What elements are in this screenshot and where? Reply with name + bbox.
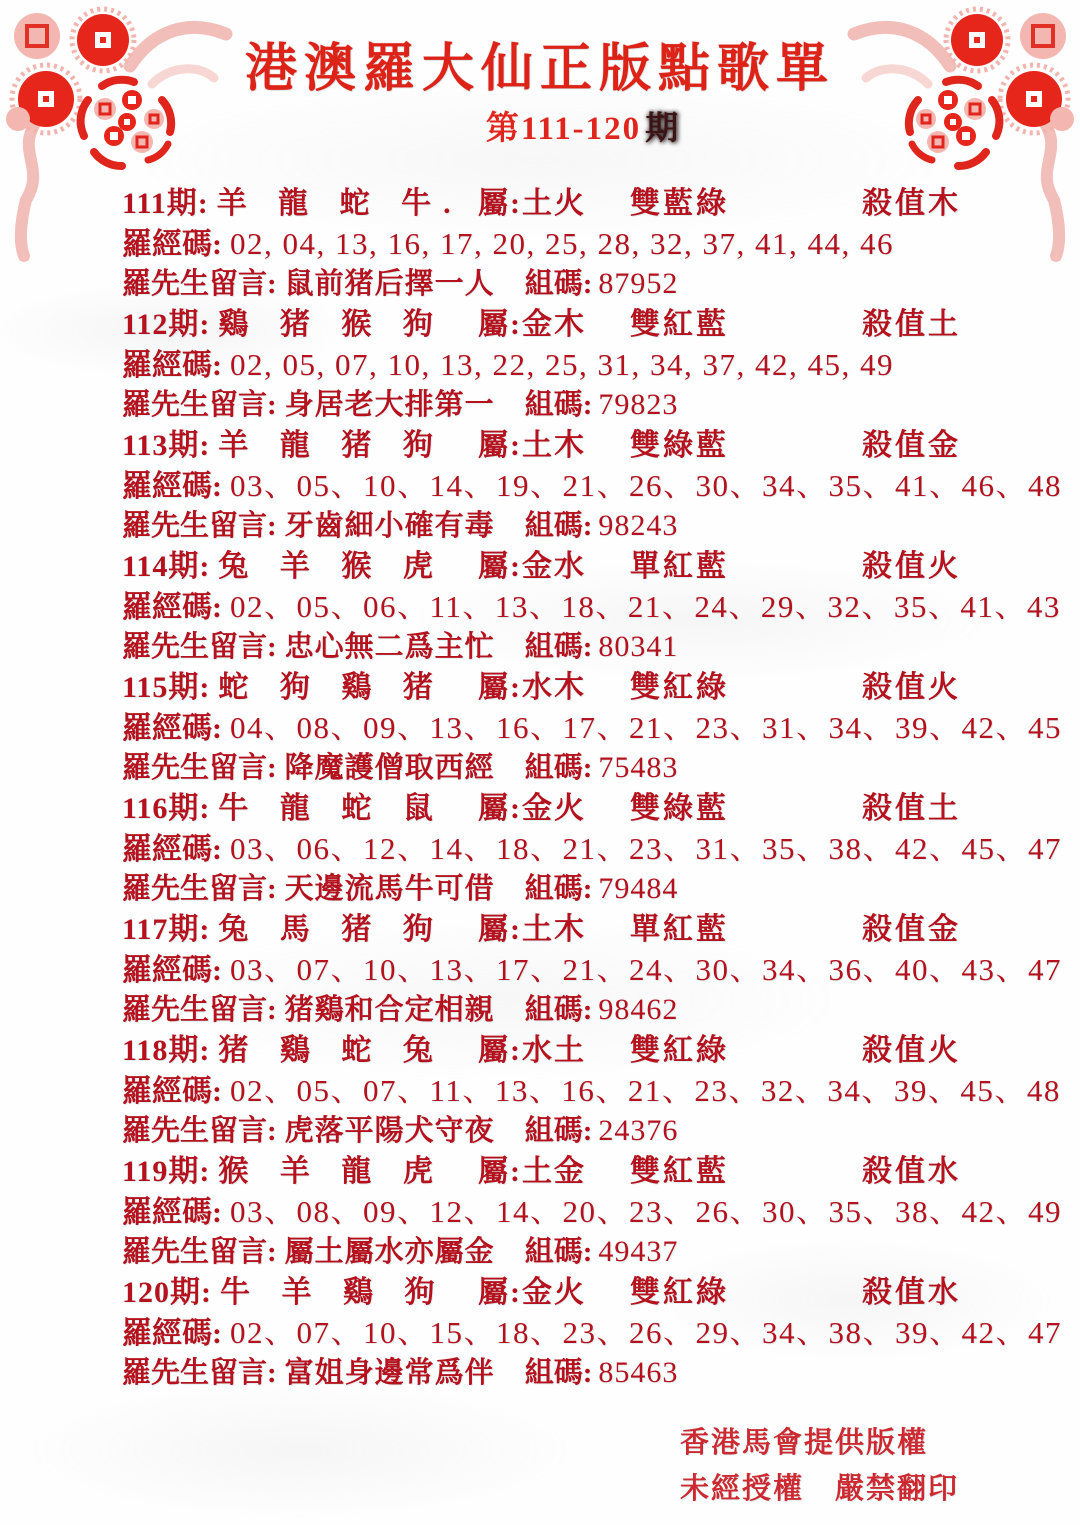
no-reprint-line: 未經授權 嚴禁翻印 [680,1473,960,1505]
zodiac-picks: 兔 馬 猪 狗 [218,913,445,946]
color-pair: 雙綠藍 [630,792,729,825]
period-number: 114期: [122,550,211,583]
issue-range [43,102,1080,149]
period-number: 117期: [122,913,211,946]
message-text: 身居老大排第一 [284,389,495,421]
kill-value: 殺值木 [862,187,961,220]
message-row [122,385,967,425]
message-row [122,748,967,788]
color-pair: 雙紅藍 [630,308,729,341]
issue-range-suffix: 期 [645,111,681,147]
element-attr: 屬:土火 [478,187,586,220]
period-header [122,1272,967,1313]
period-number: 115期: [122,671,211,704]
codes-values: 02, 05, 07, 10, 13, 22, 25, 31, 34, 37, 42, 45, 49 [230,347,894,382]
period-number: 112期: [122,308,211,341]
kill-value: 殺值火 [862,671,961,704]
group-code: 98243 [598,509,679,542]
message-row [122,627,967,667]
compass-codes-row [122,829,1062,869]
element-attr: 屬:水木 [478,671,586,704]
period-block-111 [122,183,967,304]
message-text: 鼠前猪后擇一人 [284,268,495,300]
period-block-120 [122,1272,1062,1393]
color-pair: 雙紅綠 [630,1034,729,1067]
color-pair: 雙紅藍 [630,1155,729,1188]
group-code: 24376 [598,1114,679,1147]
element-attr: 屬:土金 [478,1155,586,1188]
compass-codes-row [122,587,1061,627]
period-header [122,183,967,224]
kill-value: 殺值水 [862,1276,961,1309]
codes-label: 羅經碼: [122,712,222,745]
message-row [122,1232,967,1272]
zodiac-picks: 羊 龍 蛇 牛. [216,187,463,220]
page-title: 港澳羅大仙正版點歌單 [244,41,835,98]
group-label: 組碼: [524,631,593,663]
group-label: 組碼: [524,873,593,905]
message-text: 牙齒細小確有毒 [284,510,495,542]
message-label: 羅先生留言: [122,752,277,784]
compass-codes-row [122,345,967,385]
group-code: 79823 [598,388,679,421]
group-label: 組碼: [524,994,593,1026]
period-header [122,788,967,829]
codes-values: 02、07、10、15、18、23、26、29、34、38、39、42、47 [230,1315,1062,1350]
period-header [122,425,967,466]
codes-label: 羅經碼: [122,349,222,382]
codes-label: 羅經碼: [122,1075,222,1108]
codes-values: 04、08、09、13、16、17、21、23、31、34、39、42、45 [230,710,1062,745]
codes-values: 03、06、12、14、18、21、23、31、35、38、42、45、47 [230,831,1062,866]
message-label: 羅先生留言: [122,1357,277,1389]
period-number: 118期: [122,1034,211,1067]
color-pair: 單紅藍 [630,913,729,946]
message-row [122,264,967,304]
period-block-116 [122,788,1062,909]
element-attr: 屬:金木 [478,308,586,341]
kill-value: 殺值金 [862,913,961,946]
group-code: 98462 [598,993,679,1026]
zodiac-picks: 牛 羊 鷄 狗 [220,1276,447,1309]
message-row [122,1111,967,1151]
element-attr: 屬:水土 [478,1034,586,1067]
kill-value: 殺值金 [862,429,961,462]
codes-label: 羅經碼: [122,470,222,503]
period-block-119 [122,1151,1062,1272]
period-block-118 [122,1030,1061,1151]
period-header [122,667,967,708]
kill-value: 殺值火 [862,550,961,583]
message-row [122,869,967,909]
group-code: 87952 [598,267,679,300]
codes-label: 羅經碼: [122,228,222,261]
message-label: 羅先生留言: [122,994,277,1026]
period-header [122,546,967,587]
codes-label: 羅經碼: [122,591,222,624]
period-block-115 [122,667,1062,788]
color-pair: 雙紅綠 [630,671,729,704]
element-attr: 屬:土木 [478,913,586,946]
codes-label: 羅經碼: [122,1317,222,1350]
codes-values: 03、05、10、14、19、21、26、30、34、35、41、46、48 [230,468,1062,503]
element-attr: 屬:金火 [478,792,586,825]
message-label: 羅先生留言: [122,873,277,905]
zodiac-picks: 羊 龍 猪 狗 [218,429,445,462]
element-attr: 屬:金火 [478,1276,586,1309]
compass-codes-row [122,1313,1062,1353]
codes-values: 03、08、09、12、14、20、23、26、30、35、38、42、49 [230,1194,1062,1229]
group-label: 組碼: [524,389,593,421]
message-label: 羅先生留言: [122,631,277,663]
copyright-footer [680,1420,959,1512]
message-label: 羅先生留言: [122,510,277,542]
message-text: 忠心無二爲主忙 [284,631,495,663]
group-code: 75483 [598,751,679,784]
period-number: 111期: [122,187,209,220]
compass-codes-row [122,224,967,264]
period-number: 116期: [122,792,211,825]
zodiac-picks: 猪 鷄 蛇 兔 [218,1034,445,1067]
codes-label: 羅經碼: [122,833,222,866]
compass-codes-row [122,708,1062,748]
zodiac-picks: 蛇 狗 鷄 猪 [218,671,445,704]
zodiac-picks: 牛 龍 蛇 鼠 [218,792,445,825]
period-header [122,909,967,950]
zodiac-picks: 猴 羊 龍 虎 [218,1155,445,1188]
period-number: 120期: [122,1276,212,1309]
period-list [122,183,1062,1393]
group-code: 85463 [598,1356,679,1389]
message-label: 羅先生留言: [122,389,277,421]
copyright-line: 香港馬會提供版權 [680,1427,929,1459]
period-header [122,1030,967,1071]
period-header [122,304,967,345]
color-pair: 單紅藍 [630,550,729,583]
message-text: 虎落平陽犬守夜 [284,1115,495,1147]
color-pair: 雙藍綠 [630,187,729,220]
compass-codes-row [122,950,1062,990]
message-row [122,990,967,1030]
period-block-117 [122,909,1062,1030]
codes-values: 02、05、07、11、13、16、21、23、32、34、39、45、48 [230,1073,1061,1108]
period-header [122,1151,967,1192]
group-label: 組碼: [524,268,593,300]
message-label: 羅先生留言: [122,1115,277,1147]
kill-value: 殺值水 [862,1155,961,1188]
message-text: 天邊流馬牛可借 [284,873,495,905]
issue-range-numbers: 第111-120 [485,111,642,147]
kill-value: 殺值土 [862,308,961,341]
message-text: 富姐身邊常爲伴 [284,1357,495,1389]
color-pair: 雙紅綠 [630,1276,729,1309]
zodiac-picks: 兔 羊 猴 虎 [218,550,445,583]
period-number: 113期: [122,429,211,462]
group-label: 組碼: [524,752,593,784]
group-label: 組碼: [524,510,593,542]
element-attr: 屬:金水 [478,550,586,583]
element-attr: 屬:土木 [478,429,586,462]
codes-values: 03、07、10、13、17、21、24、30、34、36、40、43、47 [230,952,1062,987]
color-pair: 雙綠藍 [630,429,729,462]
group-code: 80341 [598,630,679,663]
compass-codes-row [122,1071,1061,1111]
compass-codes-row [122,466,1062,506]
message-text: 屬土屬水亦屬金 [284,1236,495,1268]
period-number: 119期: [122,1155,211,1188]
message-row [122,1353,967,1393]
period-block-112 [122,304,967,425]
group-label: 組碼: [524,1236,593,1268]
group-label: 組碼: [524,1357,593,1389]
compass-codes-row [122,1192,1062,1232]
codes-label: 羅經碼: [122,1196,222,1229]
message-label: 羅先生留言: [122,268,277,300]
group-code: 79484 [598,872,679,905]
period-block-113 [122,425,1062,546]
kill-value: 殺值土 [862,792,961,825]
message-text: 猪鷄和合定相親 [284,994,495,1026]
codes-values: 02, 04, 13, 16, 17, 20, 25, 28, 32, 37, 41, 44, 46 [230,226,894,261]
codes-values: 02、05、06、11、13、18、21、24、29、32、35、41、43 [230,589,1061,624]
message-label: 羅先生留言: [122,1236,277,1268]
codes-label: 羅經碼: [122,954,222,987]
group-label: 組碼: [524,1115,593,1147]
zodiac-picks: 鷄 猪 猴 狗 [218,308,445,341]
group-code: 49437 [598,1235,679,1268]
message-text: 降魔護僧取西經 [284,752,495,784]
period-block-114 [122,546,1061,667]
kill-value: 殺值火 [862,1034,961,1067]
message-row [122,506,967,546]
